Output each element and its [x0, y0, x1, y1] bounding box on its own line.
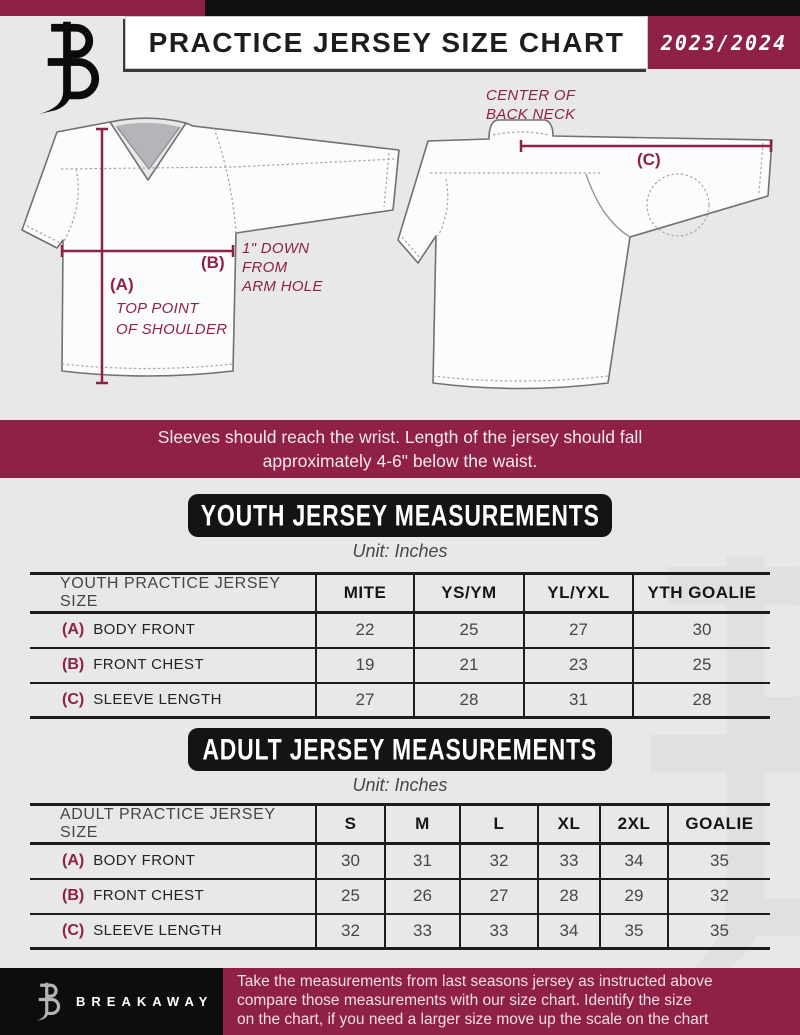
brand-name: BREAKAWAY	[76, 994, 214, 1009]
youth-unit-label: Unit: Inches	[352, 541, 448, 561]
table-cell: 32	[460, 844, 538, 879]
table-cell: 33	[385, 914, 460, 949]
row-label: (B) FRONT CHEST	[30, 879, 316, 914]
table-cell: 35	[668, 914, 770, 949]
table-cell: 25	[316, 879, 385, 914]
table-row	[30, 914, 770, 949]
table-cell: 29	[600, 879, 668, 914]
column-header: L	[460, 805, 538, 844]
table-row	[30, 844, 770, 879]
column-header: M	[385, 805, 460, 844]
column-header: XL	[538, 805, 600, 844]
banner-line-1: Sleeves should reach the wrist. Length of the jersey should fall	[157, 427, 643, 447]
footer-brand-block	[0, 968, 223, 1035]
table-cell: 28	[633, 683, 770, 718]
adult-unit-label: Unit: Inches	[352, 775, 448, 795]
row-label: (A) BODY FRONT	[62, 621, 196, 639]
season-label: 2023/2024	[660, 30, 788, 55]
table-cell: 27	[524, 613, 633, 648]
table-cell: 27	[460, 879, 538, 914]
table-cell: 32	[316, 914, 385, 949]
table-cell: 23	[524, 648, 633, 683]
table-cell: 32	[668, 879, 770, 914]
table-cell: 25	[633, 648, 770, 683]
table-cell: 26	[385, 879, 460, 914]
jersey-diagrams	[0, 69, 800, 420]
measure-c-key: (C)	[637, 150, 661, 169]
column-header: YTH GOALIE	[633, 574, 770, 613]
column-header: GOALIE	[668, 805, 770, 844]
table-cell: 31	[524, 683, 633, 718]
table-cell: 27	[316, 683, 414, 718]
column-header: YS/YM	[414, 574, 524, 613]
youth-section-header: YOUTH JERSEY MEASUREMENTS	[188, 494, 612, 537]
column-header: S	[316, 805, 385, 844]
footer-line-2: compare those measurements with our size chart. Identify the size	[237, 991, 692, 1009]
table-cell: 35	[668, 844, 770, 879]
table-cell: 28	[414, 683, 524, 718]
page-title: PRACTICE JERSEY SIZE CHART	[148, 26, 625, 58]
row-label: (C) SLEEVE LENGTH	[30, 683, 316, 718]
table-cell: 31	[385, 844, 460, 879]
column-header: ADULT PRACTICE JERSEY SIZE	[30, 805, 316, 844]
table-row	[30, 879, 770, 914]
table-cell: 19	[316, 648, 414, 683]
table-cell: 28	[538, 879, 600, 914]
row-label: (C) SLEEVE LENGTH	[30, 914, 316, 949]
fit-instruction-banner	[0, 420, 800, 478]
table-cell: 22	[316, 613, 414, 648]
column-header: MITE	[316, 574, 414, 613]
jersey-illustrations	[0, 69, 800, 420]
table-cell: 34	[600, 844, 668, 879]
youth-size-table	[30, 572, 770, 719]
adult-section-header: ADULT JERSEY MEASUREMENTS	[188, 728, 612, 771]
column-header: YOUTH PRACTICE JERSEY SIZE	[30, 574, 316, 613]
title-bar	[125, 16, 648, 69]
youth-header-row	[30, 574, 770, 613]
adult-size-table	[30, 803, 770, 950]
footer-line-3: on the chart, if you need a larger size move up the scale on the chart	[237, 1010, 709, 1028]
table-row	[30, 683, 770, 718]
top-strip-maroon	[0, 0, 205, 16]
footer-line-1: Take the measurements from last seasons jersey as instructed above	[237, 973, 713, 990]
adult-header-row	[30, 805, 770, 844]
breakaway-b-logo-footer	[30, 982, 66, 1022]
table-cell: 30	[633, 613, 770, 648]
table-row	[30, 648, 770, 683]
row-label: (B) FRONT CHEST	[30, 648, 316, 683]
table-cell: 33	[460, 914, 538, 949]
table-cell: 25	[414, 613, 524, 648]
footer-instructions	[223, 968, 800, 1035]
measure-c-note: CENTER OF BACK NECK	[486, 87, 576, 123]
table-cell: 34	[538, 914, 600, 949]
table-cell: 35	[600, 914, 668, 949]
season-box	[648, 16, 800, 69]
top-strip-black	[205, 0, 800, 16]
measure-a-key: (A)	[110, 275, 134, 294]
row-label: (A) BODY FRONT	[62, 852, 196, 870]
column-header: 2XL	[600, 805, 668, 844]
banner-line-2: approximately 4-6" below the waist.	[262, 451, 538, 471]
measure-b-note: 1" DOWN FROM ARM HOLE	[242, 240, 323, 295]
measure-a-note: TOP POINT OF SHOULDER	[116, 300, 228, 338]
measure-b-key: (B)	[201, 253, 225, 272]
table-cell: 30	[316, 844, 385, 879]
table-row	[30, 613, 770, 648]
column-header: YL/YXL	[524, 574, 633, 613]
table-cell: 33	[538, 844, 600, 879]
table-cell: 21	[414, 648, 524, 683]
